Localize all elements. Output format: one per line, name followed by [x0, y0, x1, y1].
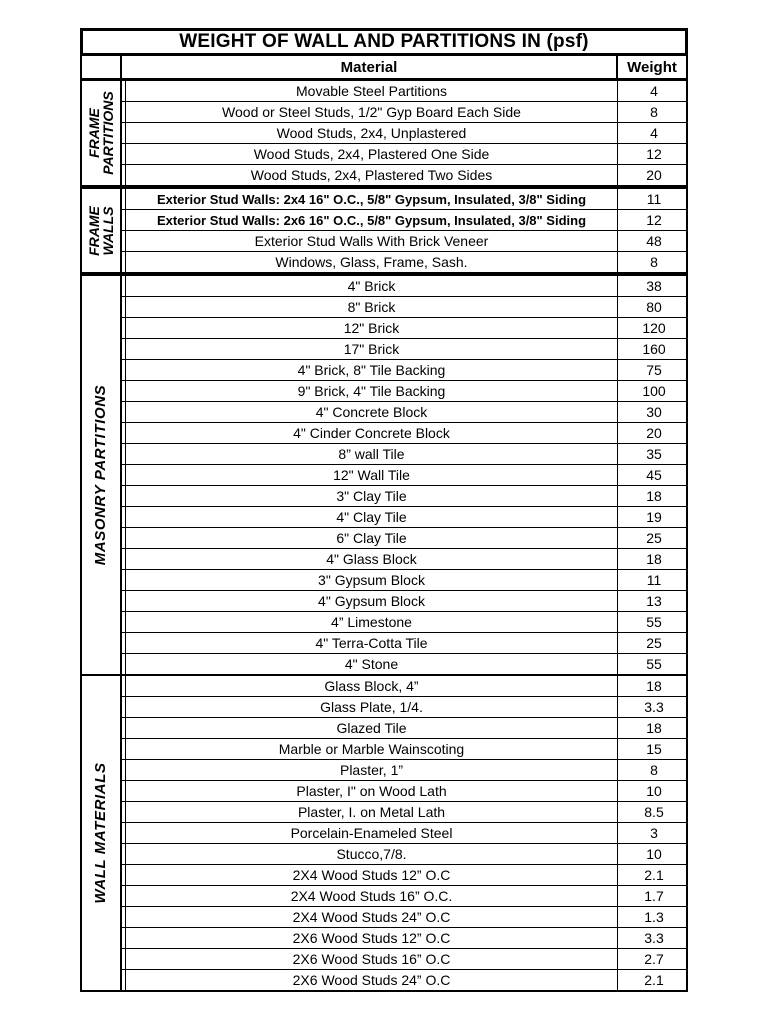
weight-cell: 11	[646, 572, 662, 588]
weight-cell: 2.1	[644, 867, 664, 883]
weight-cell: 20	[646, 167, 662, 183]
table-title: WEIGHT OF WALL AND PARTITIONS IN (psf)	[80, 28, 688, 56]
material-cell: 4" Brick	[125, 276, 618, 296]
material-cell: 4" Glass Block	[125, 549, 618, 569]
weight-cell: 4	[650, 125, 658, 141]
weight-cell: 55	[646, 614, 662, 630]
table-row	[122, 548, 686, 569]
table-row	[122, 906, 686, 927]
weight-cell: 45	[646, 467, 662, 483]
weight-cell: 100	[642, 383, 666, 399]
material-cell: 12" Wall Tile	[125, 465, 618, 485]
weight-cell: 12	[646, 212, 662, 228]
material-cell: 3" Clay Tile	[125, 486, 618, 506]
material-cell: 4” Limestone	[125, 612, 618, 632]
table-row	[122, 101, 686, 122]
table-row	[122, 276, 686, 296]
table-row	[122, 653, 686, 674]
section-category-cell	[82, 189, 122, 272]
weight-cell: 8	[650, 762, 658, 778]
material-cell: 2X4 Wood Studs 16” O.C.	[125, 886, 618, 906]
weight-cell: 8	[650, 104, 658, 120]
table-row	[122, 717, 686, 738]
weight-cell: 1.7	[644, 888, 664, 904]
weight-cell: 15	[646, 741, 662, 757]
table-header	[80, 56, 688, 81]
table-row	[122, 969, 686, 990]
section-rows	[122, 81, 686, 185]
material-cell: 4" Gypsum Block	[125, 591, 618, 611]
header-category-cell	[82, 56, 122, 78]
table-row	[122, 401, 686, 422]
table-row	[122, 338, 686, 359]
weight-cell: 55	[646, 656, 662, 672]
material-cell: 4" Brick, 8" Tile Backing	[125, 360, 618, 380]
section-rows	[122, 676, 686, 990]
table-row	[122, 527, 686, 548]
material-cell: Plaster, I" on Wood Lath	[125, 781, 618, 801]
table-row	[122, 209, 686, 230]
table-row	[122, 317, 686, 338]
table-row	[122, 143, 686, 164]
material-cell: Exterior Stud Walls: 2x4 16" O.C., 5/8" Gypsum, Insulated, 3/8" Siding	[125, 189, 618, 209]
weight-cell: 19	[646, 509, 662, 525]
table-row	[122, 422, 686, 443]
table-row	[122, 443, 686, 464]
weight-cell: 3	[650, 825, 658, 841]
section-category-cell	[82, 676, 122, 990]
material-cell: 4" Stone	[125, 654, 618, 674]
table-row	[122, 464, 686, 485]
section-0	[80, 81, 688, 189]
weight-cell: 18	[646, 488, 662, 504]
weight-cell: 3.3	[644, 930, 664, 946]
weight-cell: 38	[646, 278, 662, 294]
material-cell: 9" Brick, 4" Tile Backing	[125, 381, 618, 401]
weight-cell: 12	[646, 146, 662, 162]
table-row	[122, 927, 686, 948]
weight-cell: 13	[646, 593, 662, 609]
weight-cell: 2.7	[644, 951, 664, 967]
weight-cell: 10	[646, 846, 662, 862]
table-row	[122, 296, 686, 317]
table-row	[122, 948, 686, 969]
table-row	[122, 359, 686, 380]
section-1	[80, 189, 688, 276]
material-cell: 8” wall Tile	[125, 444, 618, 464]
table-row	[122, 164, 686, 185]
weight-cell: 11	[646, 191, 662, 207]
table-row	[122, 380, 686, 401]
material-cell: Porcelain-Enameled Steel	[125, 823, 618, 843]
weight-cell: 20	[646, 425, 662, 441]
material-cell: Wood Studs, 2x4, Unplastered	[125, 123, 618, 143]
table-row	[122, 485, 686, 506]
table-row	[122, 122, 686, 143]
material-cell: 2X6 Wood Studs 12” O.C	[125, 928, 618, 948]
table-row	[122, 189, 686, 209]
material-cell: Windows, Glass, Frame, Sash.	[125, 252, 618, 272]
section-rows	[122, 276, 686, 674]
material-cell: Marble or Marble Wainscoting	[125, 739, 618, 759]
material-cell: Stucco,7/8.	[125, 844, 618, 864]
material-cell: Glass Block, 4”	[125, 676, 618, 696]
weight-cell: 75	[646, 362, 662, 378]
weight-cell: 4	[650, 83, 658, 99]
weight-cell: 160	[642, 341, 666, 357]
weight-cell: 18	[646, 720, 662, 736]
section-category-cell	[82, 81, 122, 185]
table-body	[80, 81, 688, 992]
table-row	[122, 251, 686, 272]
material-cell: Glazed Tile	[125, 718, 618, 738]
material-cell: Exterior Stud Walls With Brick Veneer	[125, 231, 618, 251]
material-cell: 4" Terra-Cotta Tile	[125, 633, 618, 653]
header-material: Material	[122, 56, 618, 78]
material-cell: 3" Gypsum Block	[125, 570, 618, 590]
material-cell: Plaster, 1”	[125, 760, 618, 780]
material-cell: Movable Steel Partitions	[125, 81, 618, 101]
section-category-label: FRAME PARTITIONS	[86, 91, 116, 175]
material-cell: Wood Studs, 2x4, Plastered Two Sides	[125, 165, 618, 185]
material-cell: 4" Cinder Concrete Block	[125, 423, 618, 443]
weight-cell: 1.3	[644, 909, 664, 925]
weight-cell: 8	[650, 254, 658, 270]
table-row	[122, 822, 686, 843]
weight-cell: 18	[646, 678, 662, 694]
weight-cell: 120	[642, 320, 666, 336]
section-rows	[122, 189, 686, 272]
section-category-cell	[82, 276, 122, 674]
weight-table	[80, 28, 688, 992]
table-row	[122, 590, 686, 611]
material-cell: Plaster, I. on Metal Lath	[125, 802, 618, 822]
section-category-label: MASONRY PARTITIONS	[92, 384, 109, 566]
material-cell: 17" Brick	[125, 339, 618, 359]
table-row	[122, 696, 686, 717]
material-cell: 4" Concrete Block	[125, 402, 618, 422]
material-cell: Glass Plate, 1/4.	[125, 697, 618, 717]
material-cell: 4" Clay Tile	[125, 507, 618, 527]
material-cell: Wood or Steel Studs, 1/2" Gyp Board Each Side	[125, 102, 618, 122]
table-row	[122, 611, 686, 632]
weight-cell: 3.3	[644, 699, 664, 715]
table-row	[122, 230, 686, 251]
table-row	[122, 885, 686, 906]
header-weight: Weight	[627, 58, 677, 76]
table-row	[122, 632, 686, 653]
material-cell: Wood Studs, 2x4, Plastered One Side	[125, 144, 618, 164]
section-category-label: FRAME WALLS	[86, 205, 116, 256]
weight-cell: 18	[646, 551, 662, 567]
section-2	[80, 276, 688, 676]
table-row	[122, 864, 686, 885]
weight-cell: 25	[646, 635, 662, 651]
weight-cell: 30	[646, 404, 662, 420]
weight-cell: 10	[646, 783, 662, 799]
material-cell: 2X6 Wood Studs 16” O.C	[125, 949, 618, 969]
table-row	[122, 81, 686, 101]
weight-cell: 48	[646, 233, 662, 249]
weight-cell: 35	[646, 446, 662, 462]
material-cell: 6" Clay Tile	[125, 528, 618, 548]
table-row	[122, 780, 686, 801]
material-cell: Exterior Stud Walls: 2x6 16" O.C., 5/8" Gypsum, Insulated, 3/8" Siding	[125, 210, 618, 230]
material-cell: 12" Brick	[125, 318, 618, 338]
table-row	[122, 506, 686, 527]
table-row	[122, 569, 686, 590]
material-cell: 2X4 Wood Studs 24” O.C	[125, 907, 618, 927]
weight-cell: 80	[646, 299, 662, 315]
table-row	[122, 759, 686, 780]
material-cell: 2X4 Wood Studs 12” O.C	[125, 865, 618, 885]
weight-cell: 25	[646, 530, 662, 546]
weight-cell: 8.5	[644, 804, 664, 820]
table-row	[122, 676, 686, 696]
table-row	[122, 843, 686, 864]
section-category-label: WALL MATERIALS	[92, 762, 109, 904]
material-cell: 2X6 Wood Studs 24” O.C	[125, 970, 618, 990]
section-3	[80, 676, 688, 992]
weight-cell: 2.1	[644, 972, 664, 988]
table-row	[122, 801, 686, 822]
table-row	[122, 738, 686, 759]
material-cell: 8" Brick	[125, 297, 618, 317]
